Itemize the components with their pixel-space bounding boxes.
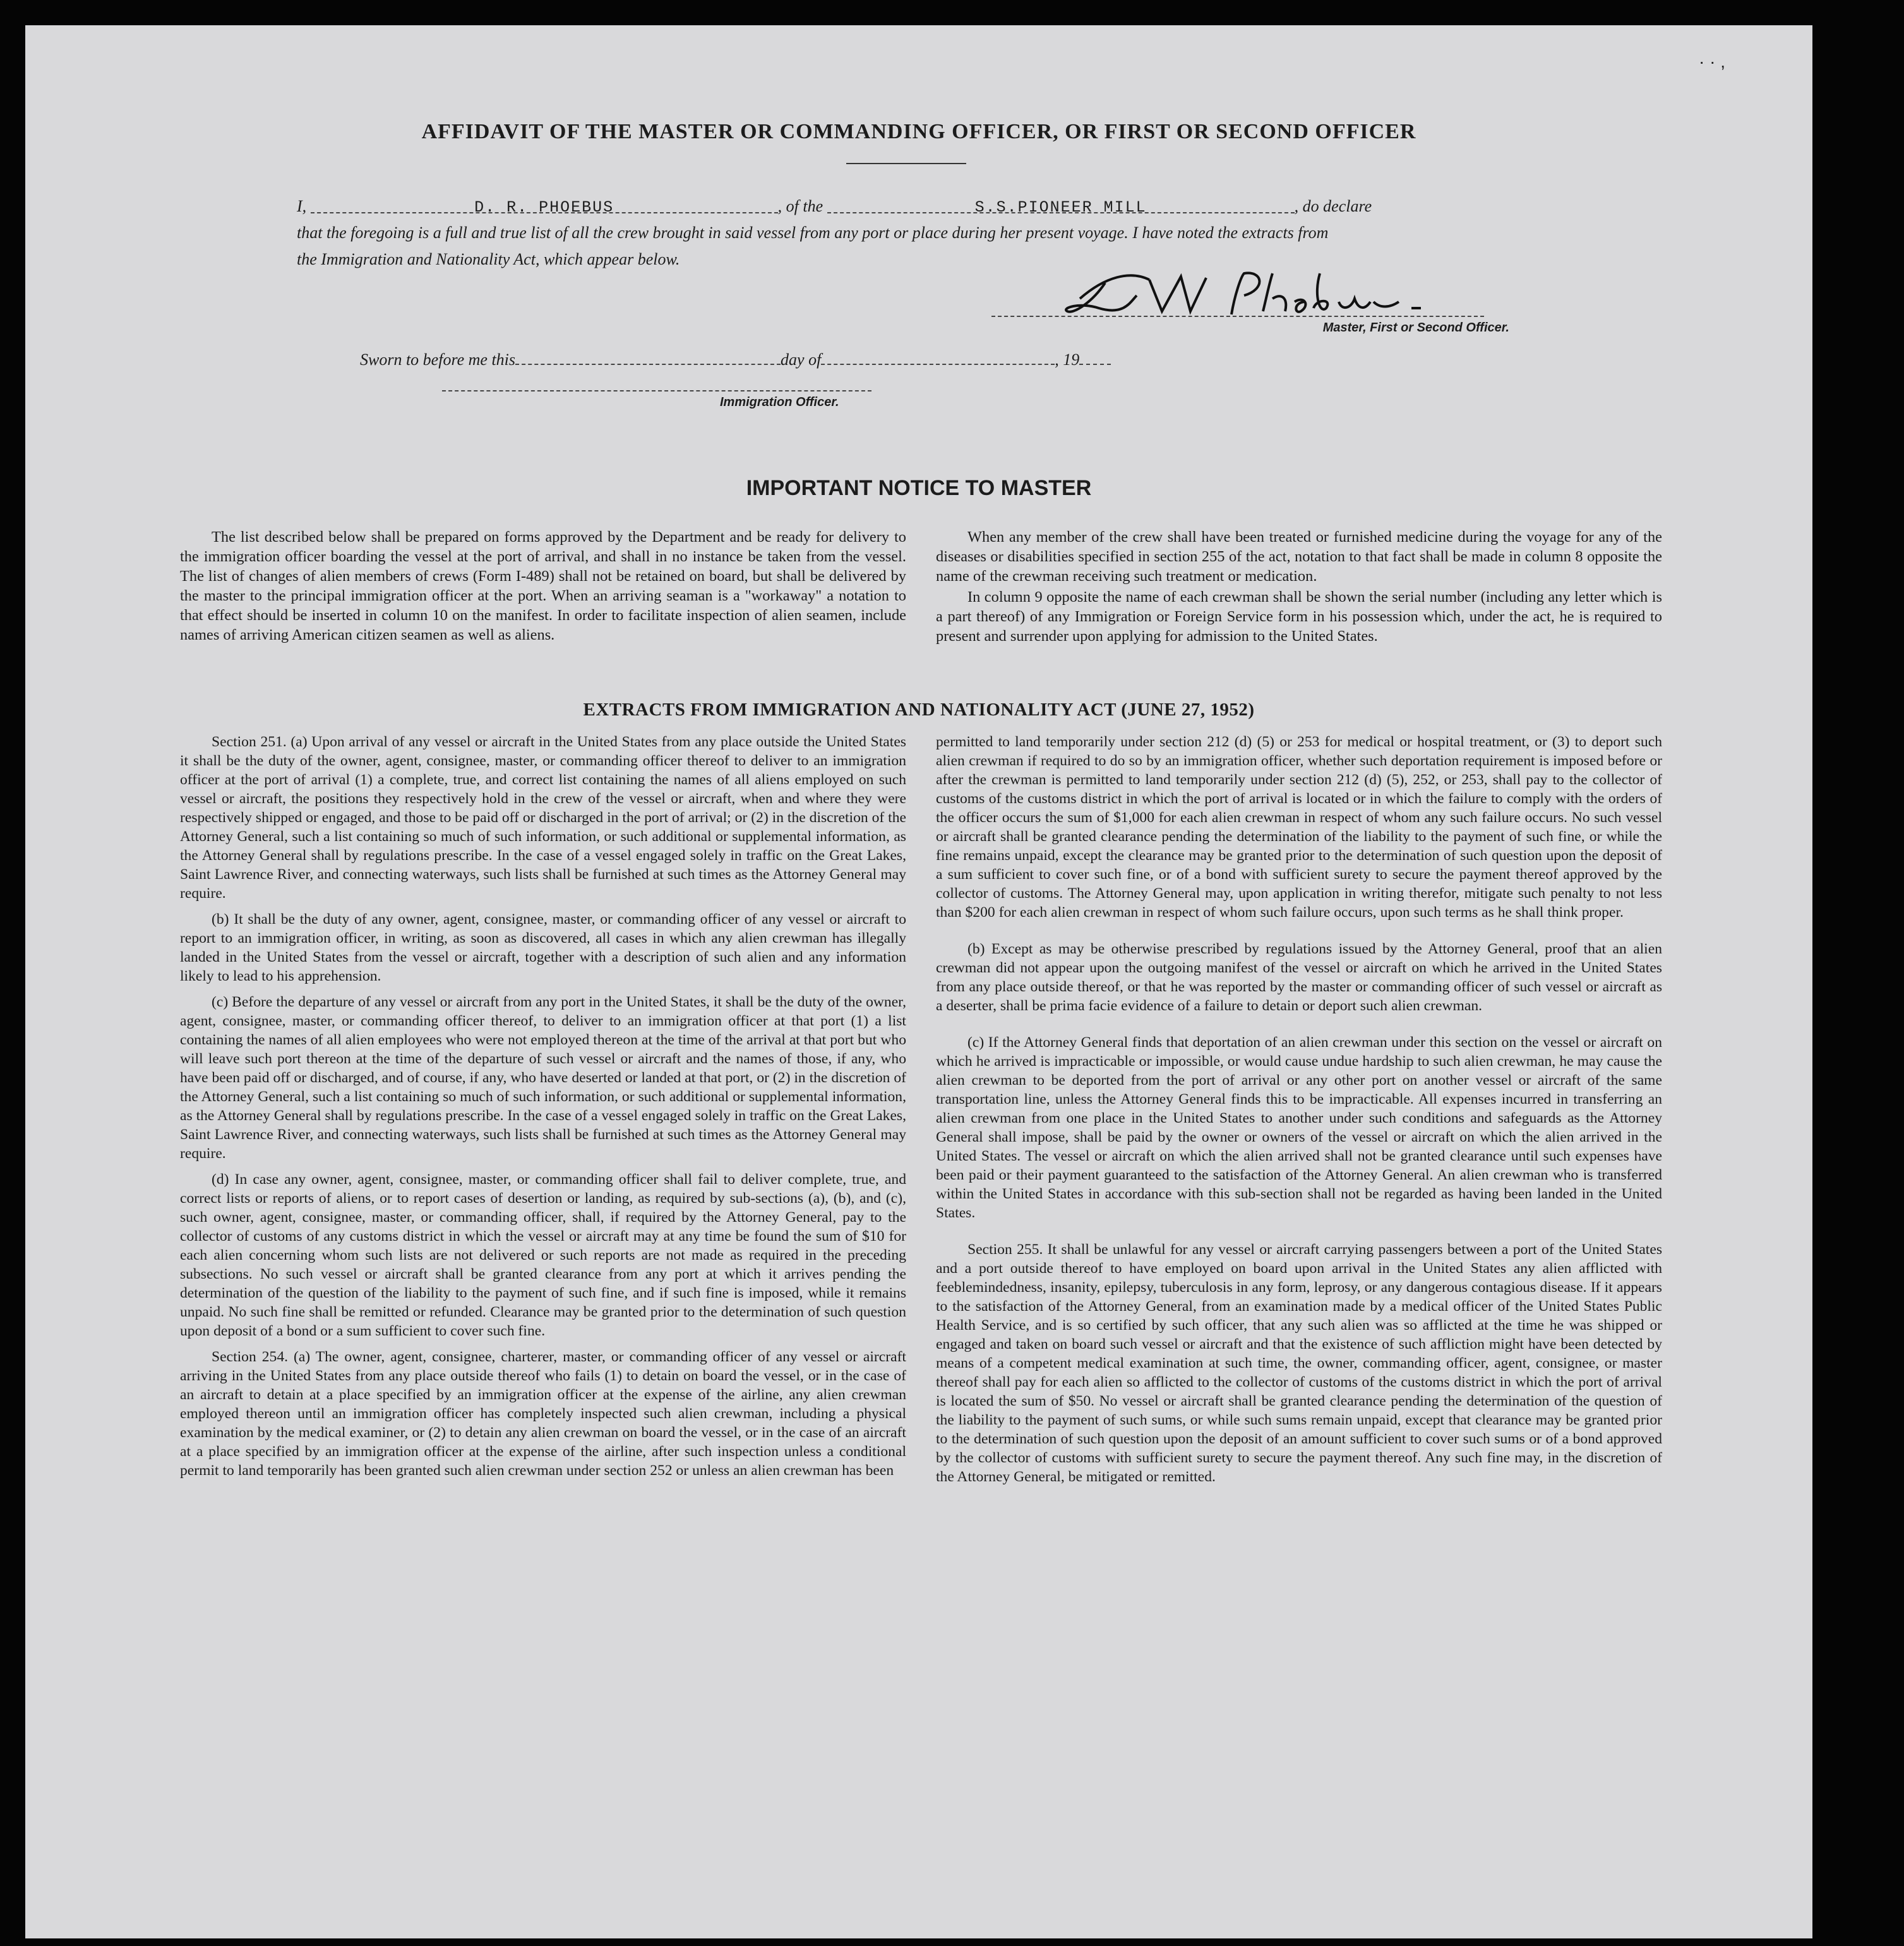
- signature-caption: Master, First or Second Officer.: [1322, 321, 1509, 335]
- extract-paragraph: (c) If the Attorney General finds that deportation of an alien crewman under this section on the vessel or aircraft on which he arrived is impracticable or impossible, or would cause undue hardship to such alien crewman, he may cause the alien crewman to be deported from the port of arrival or any other port on another vessel or aircraft of the same transportation line, unless the Attorney General finds this to be impracticable. All expenses incurred in transferring an alien crewman from one place in the United States to another under such conditions and safeguards as the Attorney General shall impose, shall be paid by the owner or owners of the vessel or aircraft on which the alien arrived in the United States. The vessel or aircraft on which the alien arrived shall not be granted clearance until such expenses have been paid or their payment guaranteed to the satisfaction of the Attorney General. An alien crewman who is transferred within the United States in accordance with this sub-section shall not be regarded as having been landed in the United States.: [936, 1034, 1662, 1221]
- notice-left-column: [180, 527, 906, 652]
- vessel-name: S.S.PIONEER MILL: [974, 198, 1147, 217]
- sworn-day-field[interactable]: [515, 349, 781, 365]
- immigration-officer-line: [442, 390, 871, 391]
- extract-paragraph: permitted to land temporarily under section 212 (d) (5) or 253 for medical or hospital treatment, or (3) to deport such alien crewman if required to do so by an immigration officer, whether such deportation requirement is imposed before or after the crewman is permitted to land temporarily under section 212 (d) (5), 252, or 253, shall pay to the collector of customs of the customs district in which the port of arrival is located or in which the failure to comply with the orders of the officer occurs the sum of $1,000 for each alien crewman in respect of whom any such failure occurs. No such vessel or aircraft shall be granted clearance pending the determination of the liability to the payment of such fine, or while the fine remains unpaid, except the clearance may be granted prior to the determination of such question upon the deposit of a sum sufficient to cover such fine, or of a bond with sufficient surety to secure the payment thereof approved by the collector of customs. The Attorney General may, upon application in writing therefor, mitigate such penalty to not less than $200 for each alien crewman in respect of whom such failure occurs, upon such terms as he shall think proper.: [936, 734, 1662, 921]
- form-page: [25, 25, 1812, 1938]
- sworn-line: [360, 349, 1111, 369]
- extract-paragraph: (b) Except as may be otherwise prescribed by regulations issued by the Attorney General, proof that an alien crewman did not appear upon the outgoing manifest of the vessel or aircraft on which he arrived in the United States from any place outside thereof, or that he was reported by the master or commanding officer of such vessel or aircraft as a deserter, shall be prima facie evidence of a failure to detain or deport such alien crewman.: [936, 941, 1662, 1014]
- sworn-year-field[interactable]: [1079, 349, 1111, 365]
- title-divider: [846, 163, 966, 164]
- officer-name: D. R. PHOEBUS: [474, 198, 614, 217]
- sworn-month-field[interactable]: [821, 349, 1055, 365]
- year-label: , 19: [1055, 350, 1080, 369]
- extract-paragraph: (d) In case any owner, agent, consignee, master, or commanding officer shall fail to deliver complete, true, and correct lists or reports of aliens, or to report cases of desertion or landing, as required by sub-sections (a), (b), and (c), such owner, agent, consignee, master, or commanding officer, shall, if required by the Attorney General, pay to the collector of customs of any customs district in which the vessel or aircraft may at any time be found the sum of $10 for each alien concerning whom such lists are not delivered or such reports are not made as required in the preceding subsections. No such vessel or aircraft shall be granted clearance from any port at which it arrives pending the determination of the question of the liability to the payment of such fine, and if such fine is imposed, while it remains unpaid. No such fine shall be remitted or refunded. Clearance may be granted prior to the determination of such question upon deposit of a bond or a sum sufficient to cover such fine.: [180, 1171, 906, 1339]
- page-title: AFFIDAVIT OF THE MASTER OR COMMANDING OFFICER, OR FIRST OR SECOND OFFICER: [421, 120, 1416, 143]
- notice-paragraph: In column 9 opposite the name of each crewman shall be shown the serial number (including any letter which is a part thereof) of any Immigration or Foreign Service form in his possession which, under the act, he is required to present and surrender upon applying for admission to the United States.: [936, 588, 1662, 645]
- extract-paragraph: Section 254. (a) The owner, agent, consignee, charterer, master, or commanding officer of any vessel or aircraft arriving in the United States from any place outside thereof who fails (1) to detain on board the vessel, or in the case of an aircraft to detain at a place specified by an immigration officer at the expense of the airline, any alien crewman employed thereon until an immigration officer has completely inspected such alien crewman, including a physical examination by the medical examiner, or (2) to detain any alien crewman on board the vessel, or in the case of an aircraft at a place specified by an immigration officer at the expense of the airline, after such inspection unless a conditional permit to land temporarily has been granted such alien crewman under section 252 or unless an alien crewman has been: [180, 1349, 906, 1479]
- extract-paragraph: (c) Before the departure of any vessel or aircraft from any port in the United States, it shall be the duty of the owner, agent, consignee, master, or commanding officer thereof, to deliver to an immigration officer at that port (1) a list containing the names of all alien employees who were not employed thereon at the time of the arrival at that port but who will leave such port thereon at the time of the departure of such vessel or aircraft and the names of those, if any, who have been paid off or discharged, and of course, if any, who have deserted or landed at that port, or (2) in the discretion of the Attorney General, such a list containing so much of such information, or such additional or supplemental information, as the Attorney General shall by regulations prescribe. In the case of a vessel engaged solely in traffic on the Great Lakes, Saint Lawrence River, and connecting waterways, such lists shall be furnished at such times as the Attorney General may require.: [180, 994, 906, 1162]
- notice-right-column: [936, 527, 1662, 647]
- signature-line: [991, 316, 1484, 317]
- declaration-line-3: the Immigration and Nationality Act, which appear below.: [297, 250, 680, 268]
- vessel-name-field[interactable]: [827, 197, 1295, 217]
- sworn-label: Sworn to before me this: [360, 350, 516, 369]
- immigration-officer-caption: Immigration Officer.: [720, 395, 839, 409]
- notice-paragraph: When any member of the crew shall have been treated or furnished medicine during the voyage for any of the diseases or disabilities specified in section 255 of the act, notation to that fact shall be made in column 8 opposite the name of the crewman receiving such treatment or medication.: [936, 528, 1662, 585]
- officer-name-field[interactable]: [311, 197, 778, 217]
- corner-marks: · · ,: [1699, 52, 1725, 71]
- declaration-prefix: I,: [297, 197, 307, 215]
- of-the-label: , of the: [777, 197, 823, 215]
- declaration-line-2: that the foregoing is a full and true list of all the crew brought in said vessel from any port or place during her present voyage. I have noted the extracts from: [297, 224, 1329, 242]
- notice-paragraph: The list described below shall be prepared on forms approved by the Department and be ready for delivery to the immigration officer boarding the vessel at the port of arrival, and shall in no instance be taken from the vessel. The list of changes of alien members of crews (Form I-489) shall not be retained on board, but shall be delivered by the master to the principal immigration officer at the port. When an arriving seaman is a "workaway" a notation to that effect should be inserted in column 10 on the manifest. In order to facilitate inspection of alien seamen, include names of arriving American citizen seamen as well as aliens.: [180, 528, 906, 643]
- declaration-line-1: [297, 197, 1522, 216]
- do-declare-label: , do declare: [1294, 197, 1372, 215]
- day-of-label: day of: [781, 350, 822, 369]
- extracts-heading: EXTRACTS FROM IMMIGRATION AND NATIONALITY ACT (JUNE 27, 1952): [583, 700, 1255, 720]
- master-signature: [1055, 264, 1446, 327]
- extracts-right-column: [936, 732, 1662, 1504]
- extracts-left-column: [180, 732, 906, 1487]
- extract-paragraph: (b) It shall be the duty of any owner, agent, consignee, master, or commanding officer of any vessel or aircraft to report to an immigration officer, in writing, as soon as discovered, all cases in which any alien crewman has illegally landed in the United States from the vessel or aircraft, together with a description of such alien and any information likely to lead to his apprehension.: [180, 911, 906, 984]
- notice-heading: IMPORTANT NOTICE TO MASTER: [746, 476, 1092, 500]
- extract-paragraph: Section 251. (a) Upon arrival of any vessel or aircraft in the United States from any place outside the United States it shall be the duty of the owner, agent, consignee, master, or commanding officer thereof to deliver to an immigration officer at the port of arrival (1) a complete, true, and correct list containing the names of all aliens employed on such vessel or aircraft, the positions they respectively hold in the crew of the vessel or aircraft, when and where they were respectively shipped or engaged, and those to be paid off or discharged in the port of arrival; or (2) in the discretion of the Attorney General, such a list containing so much of such information, or such additional or supplemental information, as the Attorney General shall by regulations prescribe. In the case of a vessel engaged solely in traffic on the Great Lakes, Saint Lawrence River, and connecting waterways, such lists shall be furnished at such times as the Attorney General may require.: [180, 734, 906, 902]
- extract-paragraph: Section 255. It shall be unlawful for any vessel or aircraft carrying passengers between a port of the United States and a port outside thereof to have employed on board upon arrival in the United States any alien afflicted with feeblemindedness, insanity, epilepsy, tuberculosis in any form, leprosy, or any dangerous contagious disease. If it appears to the satisfaction of the Attorney General, from an examination made by a medical officer of the United States Public Health Service, and is so certified by such officer, that any such alien was so afflicted at the time he was shipped or engaged and taken on board such vessel or aircraft and that the existence of such affliction might have been detected by means of a competent medical examination at such time, the owner, commanding officer, agent, consignee, or master thereof shall pay for each alien so afflicted to the collector of customs of the customs district in which the port of arrival is located the sum of $50. No vessel or aircraft shall be granted clearance pending the determination of the question of the liability to the payment of such sums, or while such sums remain unpaid, except that clearance may be granted prior to the determination of such question upon the deposit of an amount sufficient to cover such sums or of a bond approved by the collector of customs with sufficient surety to secure the payment thereof. Any such fine may, in the discretion of the Attorney General, be mitigated or remitted.: [936, 1241, 1662, 1485]
